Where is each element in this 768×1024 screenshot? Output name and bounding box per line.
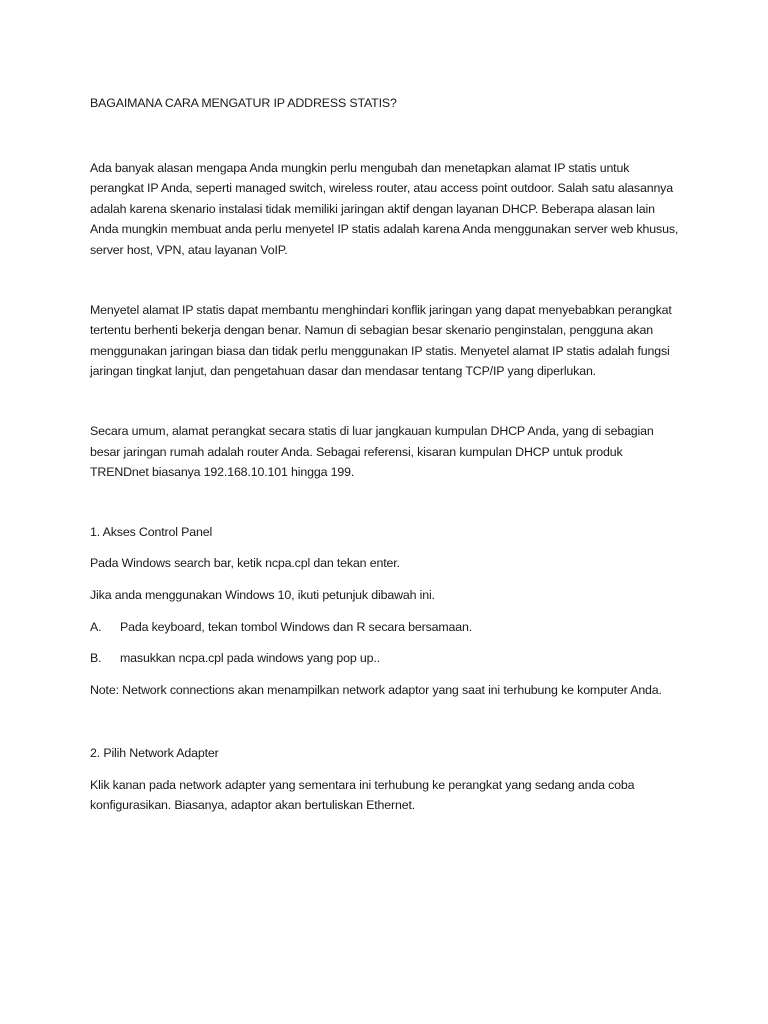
- document-title: BAGAIMANA CARA MENGATUR IP ADDRESS STATIS?: [90, 96, 397, 110]
- step2-heading: 2. Pilih Network Adapter: [90, 746, 219, 761]
- list-text: masukkan ncpa.cpl pada windows yang pop up..: [120, 651, 380, 666]
- step1-heading: 1. Akses Control Panel: [90, 524, 213, 539]
- list-marker: B.: [90, 651, 102, 666]
- paragraph-reasons: Ada banyak alasan mengapa Anda mungkin perlu mengubah dan menetapkan alamat IP statis untuk perangkat IP Anda, seperti managed switch, wireless router, atau access point outdoor. Salah satu alasannya adalah karena skenario instalasi tidak memiliki jaringan aktif dengan layanan DHCP. Beberapa alasan lain Anda mungkin membuat anda perlu menyetel IP statis adalah karena Anda menggunakan server web khusus, server host, VPN, atau layanan VoIP.: [90, 160, 679, 257]
- paragraph-dhcp-range: Secara umum, alamat perangkat secara statis di luar jangkauan kumpulan DHCP Anda, yang di sebagian besar jaringan rumah adalah router Anda. Sebagai referensi, kisaran kumpulan DHCP untuk produk TRENDnet biasanya 192.168.10.101 hingga 199.: [90, 423, 654, 480]
- list-marker: A.: [90, 619, 102, 634]
- list-item-b: [90, 648, 680, 669]
- list-text: Pada keyboard, tekan tombol Windows dan R secara bersamaan.: [120, 619, 473, 634]
- step1-line1: Pada Windows search bar, ketik ncpa.cpl dan tekan enter.: [90, 556, 400, 571]
- step1-note: Note: Network connections akan menampilkan network adaptor yang saat ini terhubung ke komputer Anda.: [90, 682, 662, 697]
- step2-text: Klik kanan pada network adapter yang sementara ini terhubung ke perangkat yang sedang anda coba konfigurasikan. Biasanya, adaptor akan bertuliskan Ethernet.: [90, 777, 635, 813]
- list-item-a: [90, 617, 680, 638]
- paragraph-static-ip-benefits: Menyetel alamat IP statis dapat membantu menghindari konflik jaringan yang dapat menyebabkan perangkat tertentu berhenti bekerja dengan benar. Namun di sebagian besar skenario penginstalan, pengguna akan menggunakan jaringan biasa dan tidak perlu menggunakan IP statis. Menyetel alamat IP statis adalah fungsi jaringan tingkat lanjut, dan pengetahuan dasar dan mendasar tentang TCP/IP yang diperlukan.: [90, 302, 672, 379]
- document-body: [90, 93, 680, 816]
- step1-line2: Jika anda menggunakan Windows 10, ikuti petunjuk dibawah ini.: [90, 587, 435, 602]
